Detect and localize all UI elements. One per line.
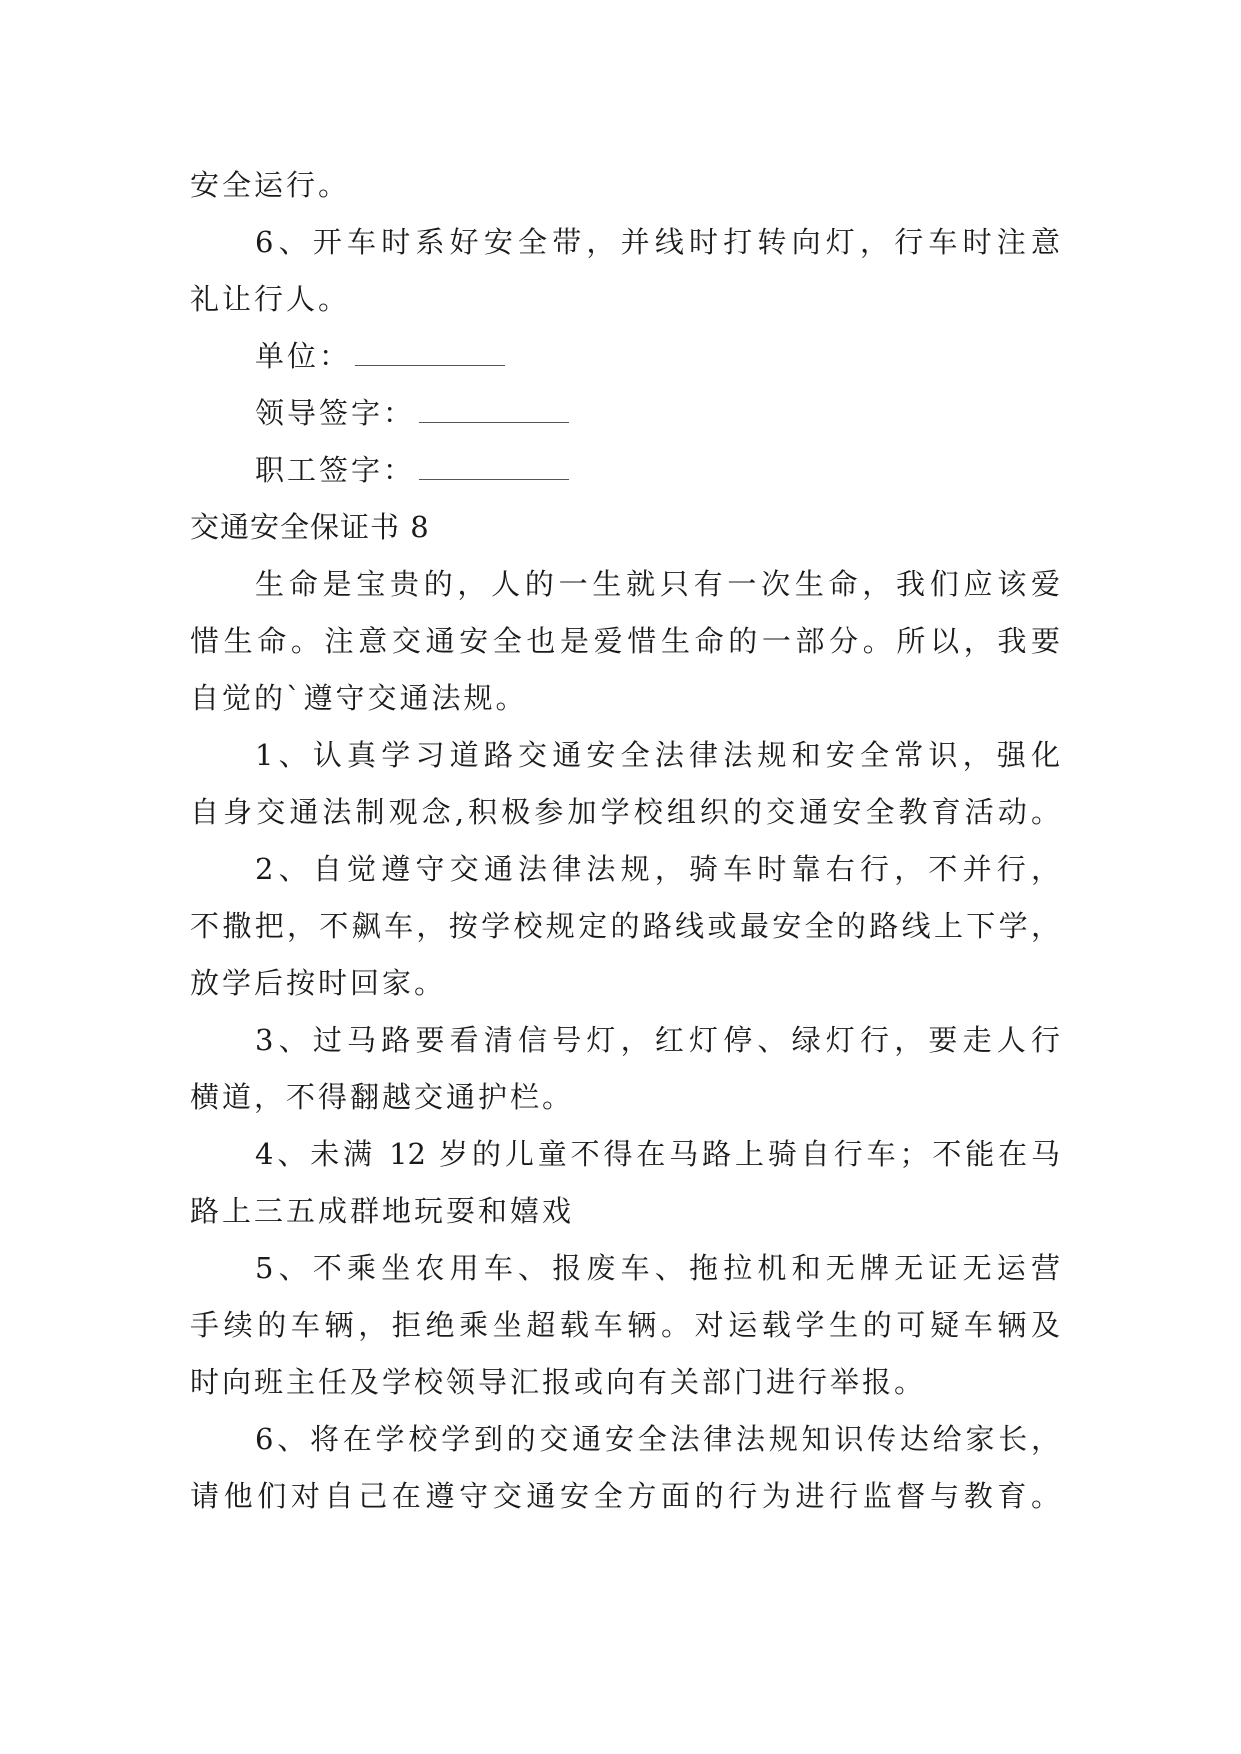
unit-label: 单位： [255, 339, 352, 373]
staff-signature-line [255, 450, 1060, 490]
text-line: 路上三五成群地玩耍和嬉戏 [190, 1194, 575, 1228]
text-line: 自身交通法制观念,积极参加学校组织的交通安全教育活动。 [190, 795, 1060, 829]
leader-signature-blank [419, 396, 569, 423]
text-line: 礼让行人。 [190, 282, 351, 316]
paragraph-first-line: 4、未满 12 岁的儿童不得在马路上骑自行车；不能在马 [255, 1137, 1060, 1171]
paragraph-first-line: 6、将在学校学到的交通安全法律法规知识传达给家长， [255, 1422, 1060, 1456]
paragraph-first-line: 3、过马路要看清信号灯，红灯停、绿灯行，要走人行 [255, 1023, 1060, 1057]
paragraph-first-line: 5、不乘坐农用车、报废车、拖拉机和无牌无证无运营 [255, 1251, 1060, 1285]
text-line: 请他们对自己在遵守交通安全方面的行为进行监督与教育。 [190, 1479, 1060, 1513]
section-heading: 交通安全保证书 8 [190, 510, 430, 544]
leader-signature-line [255, 393, 1060, 433]
leader-signature-label: 领导签字： [255, 396, 416, 430]
text-line: 手续的车辆，拒绝乘坐超载车辆。对运载学生的可疑车辆及 [190, 1308, 1060, 1342]
text-line: 自觉的`遵守交通法规。 [190, 681, 528, 715]
text-line: 放学后按时回家。 [190, 966, 447, 1000]
staff-signature-blank [419, 453, 569, 480]
paragraph-first-line: 6、开车时系好安全带，并线时打转向灯，行车时注意 [255, 225, 1060, 259]
text-line: 时向班主任及学校领导汇报或向有关部门进行举报。 [190, 1365, 927, 1399]
text-line: 惜生命。注意交通安全也是爱惜生命的一部分。所以，我要 [190, 624, 1060, 658]
paragraph-first-line: 生命是宝贵的，人的一生就只有一次生命，我们应该爱 [255, 567, 1060, 601]
unit-blank [355, 339, 505, 366]
text-line: 安全运行。 [190, 168, 351, 202]
staff-signature-label: 职工签字： [255, 453, 416, 487]
unit-signature-line [255, 336, 1060, 376]
text-line: 横道，不得翻越交通护栏。 [190, 1080, 575, 1114]
paragraph-first-line: 1、认真学习道路交通安全法律法规和安全常识，强化 [255, 738, 1060, 772]
text-line: 不撒把，不飙车，按学校规定的路线或最安全的路线上下学， [190, 909, 1060, 943]
paragraph-first-line: 2、自觉遵守交通法律法规，骑车时靠右行，不并行， [255, 852, 1060, 886]
